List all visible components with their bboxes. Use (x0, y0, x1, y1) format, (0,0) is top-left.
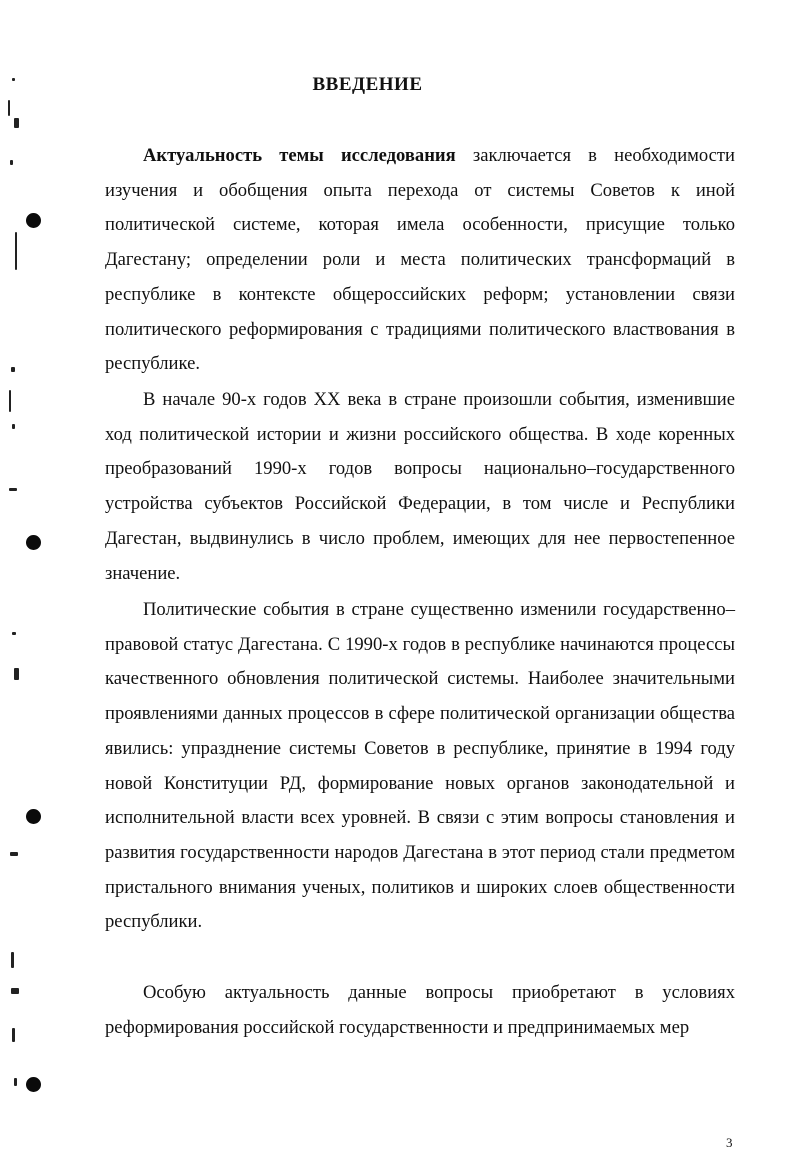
scan-speck (12, 424, 15, 429)
paragraph-political-events: Политические события в стране существенно изменили государственно–правовой статус Дагестана. С 1990-х годов в республике начинаются процессы качественного обновления политической системы. Наиболее значительными проявлениями данных процессов в сфере политической организации общества явились: упразднение системы Советов в республике, принятие в 1994 году новой Конституции РД, формирование новых органов законодательной и исполнительной власти всех уровней. В связи с этим вопросы становления и развития государственности народов Дагестана в этот период стали предметом пристального внимания ученых, политиков и широких слоев общественности республики. (105, 599, 735, 933)
scan-speck (12, 632, 16, 635)
scan-speck (14, 118, 19, 128)
binding-hole-3 (26, 809, 41, 824)
scan-speck (9, 488, 17, 491)
page-title: ВВЕДЕНИЕ (312, 74, 423, 95)
paragraph-relevance (105, 139, 735, 382)
scan-speck (9, 390, 11, 412)
paragraph-special-relevance: Особую актуальность данные вопросы приобретают в условиях реформирования российской государственности и предпринимаемых мер (105, 982, 735, 1038)
scan-speck (14, 1078, 17, 1086)
scan-speck (15, 232, 17, 270)
scan-speck (14, 668, 19, 680)
scan-speck (10, 160, 13, 165)
scan-speck (11, 988, 19, 994)
binding-hole-1 (26, 213, 41, 228)
binding-hole-4 (26, 1077, 41, 1092)
scan-speck (8, 100, 10, 116)
paragraph-nineties: В начале 90-х годов XX века в стране произошли события, изменившие ход политической истории и жизни российского общества. В ходе коренных преобразований 1990-х годов вопросы национально–государственного устройства субъектов Российской Федерации, в том числе и Республики Дагестан, выдвинулись в число проблем, имеющих для нее первостепенное значение. (105, 389, 735, 584)
scan-speck (11, 367, 15, 372)
paragraph-text: заключается в необходимости изучения и обобщения опыта перехода от системы Советов к иной политической системе, которая имела особенности, присущие только Дагестану; определении роли и места политических трансформаций в республике в контексте общероссийских реформ; установлении связи политического реформирования с традициями политического властвования в республике. (105, 145, 736, 375)
binding-hole-2 (26, 535, 41, 550)
page-number: 3 (726, 1135, 733, 1150)
paragraph-lead: Актуальность темы исследования (143, 145, 456, 166)
scan-speck (10, 852, 18, 856)
scan-speck (11, 952, 14, 968)
scan-speck (12, 1028, 15, 1042)
